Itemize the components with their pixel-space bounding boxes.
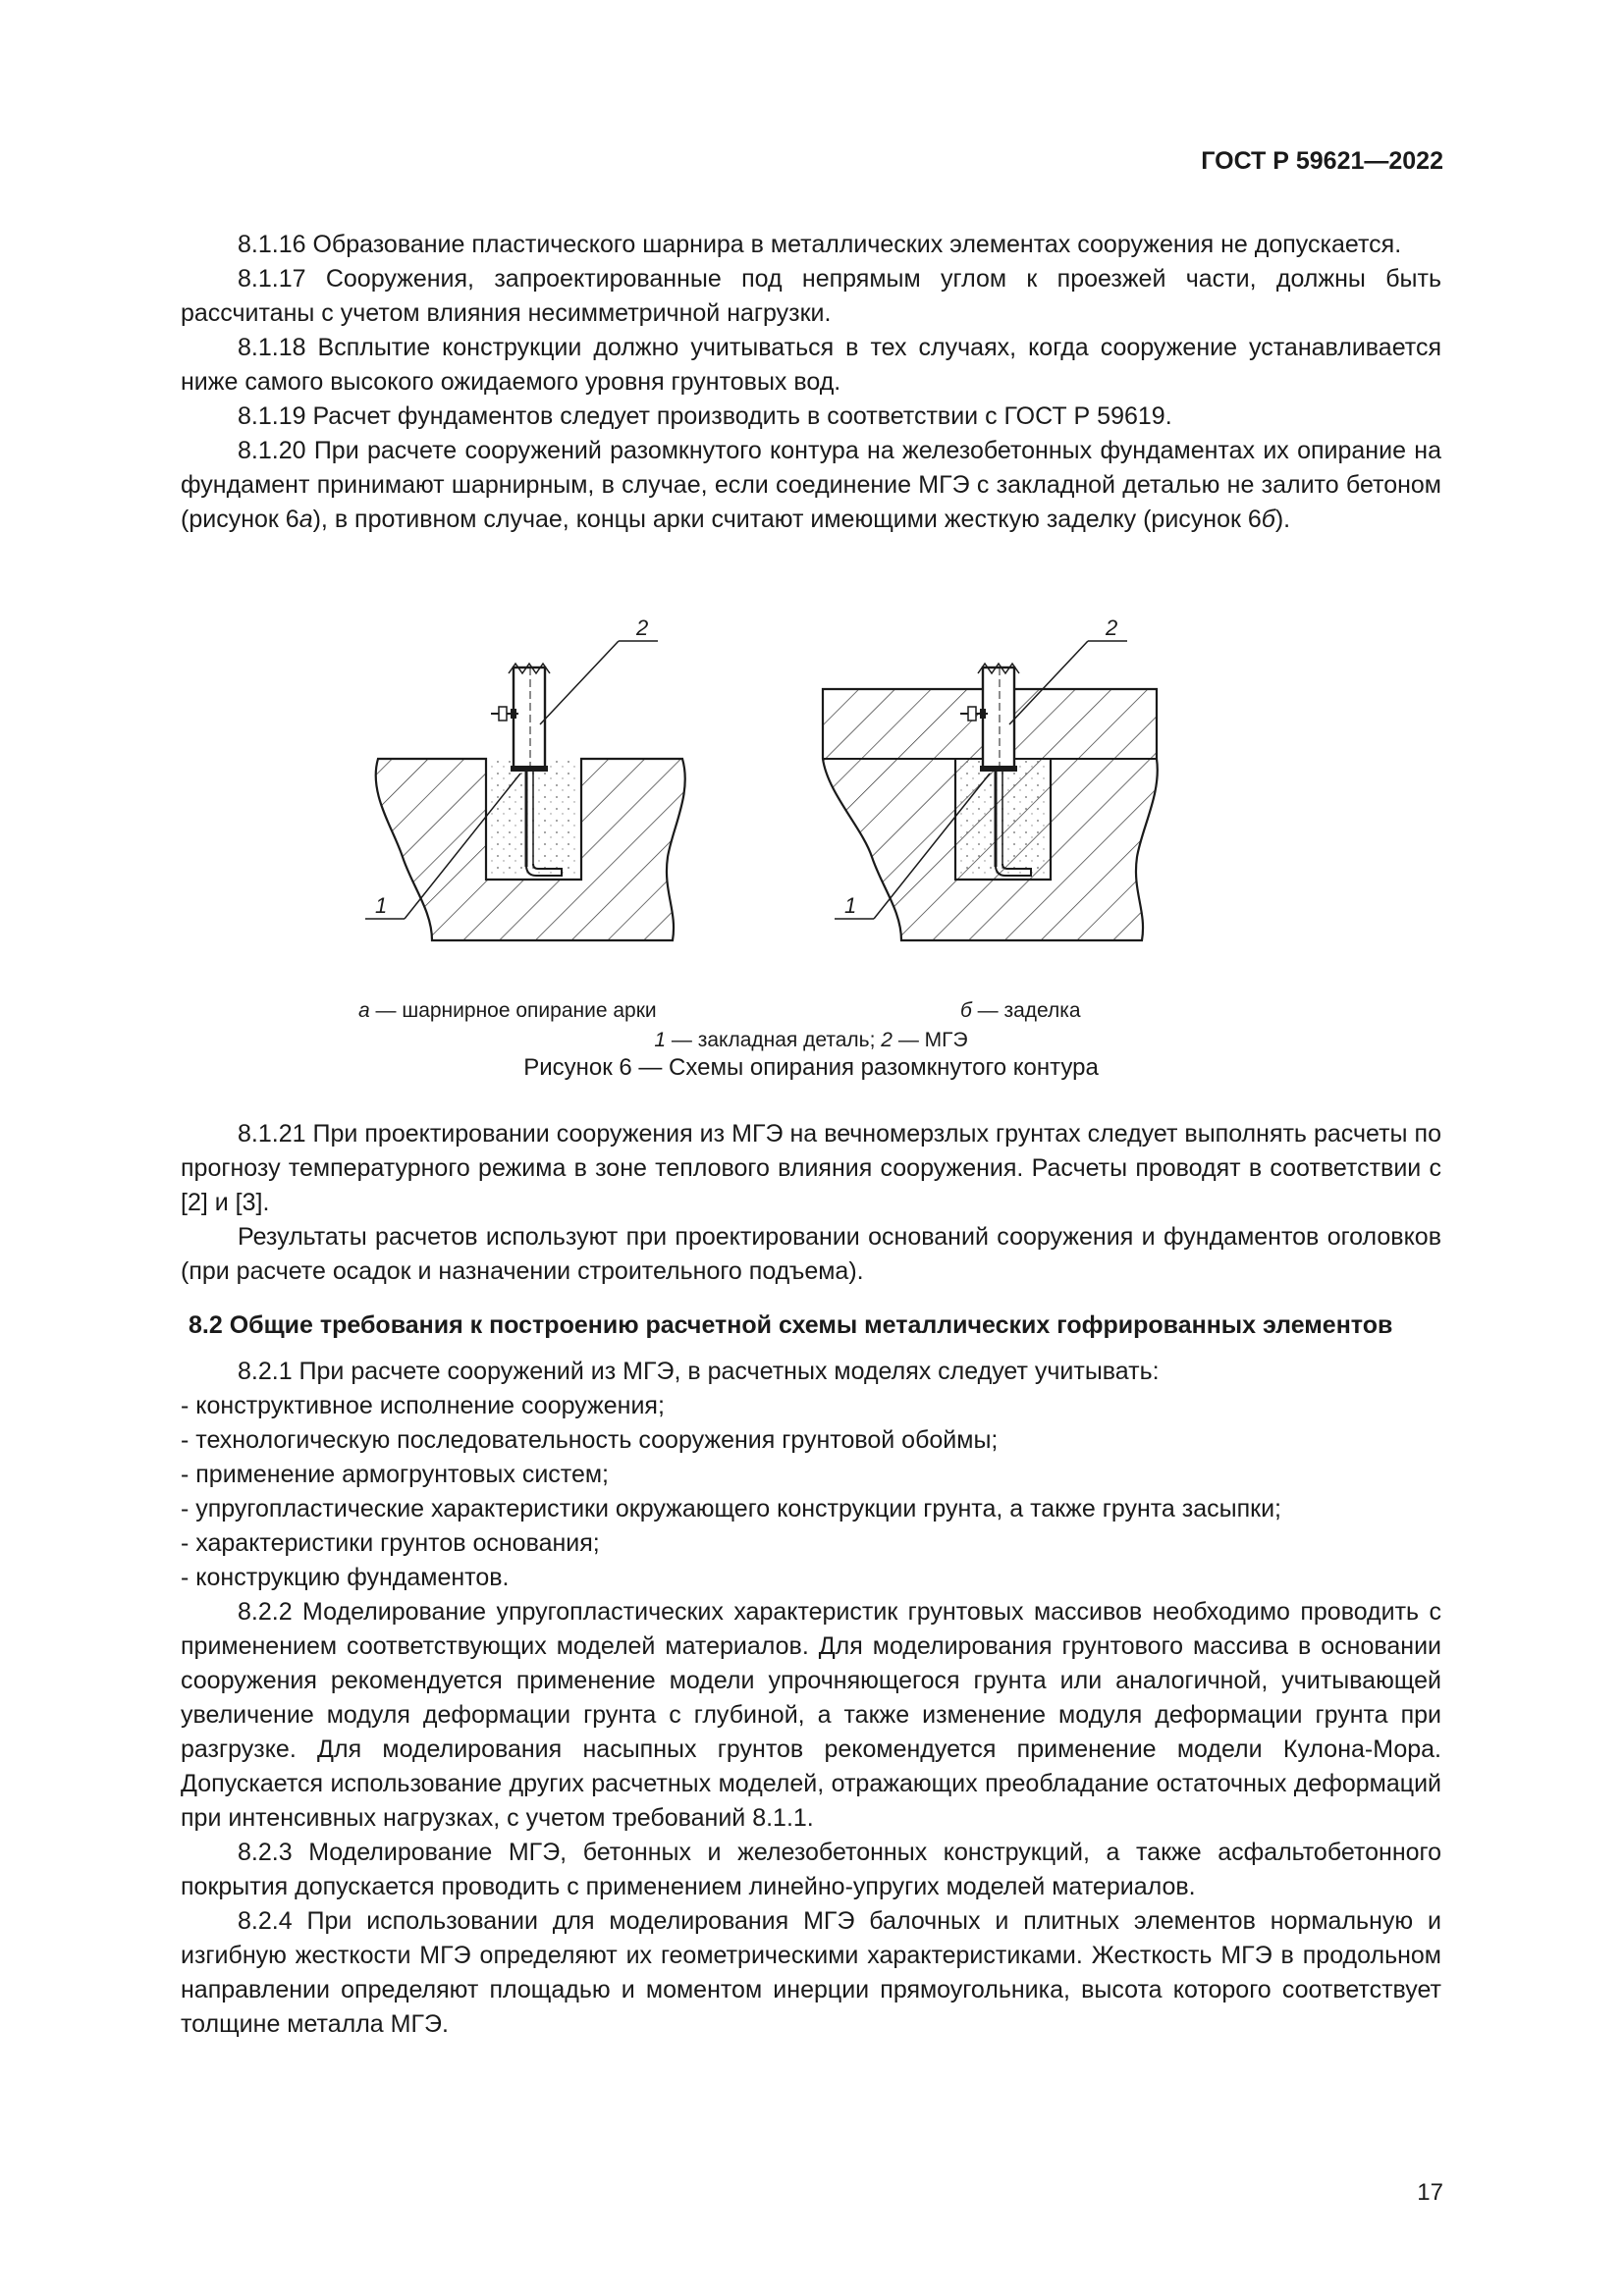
paragraph-results: Результаты расчетов используют при проектировании оснований сооружения и фундаментов оголовков (при расчете осадок и назначении строительного подъема). xyxy=(181,1223,1441,1285)
text-block-top xyxy=(181,228,1441,537)
paragraph-8-1-19: 8.1.19 Расчет фундаментов следует производить в соответствии с ГОСТ Р 59619. xyxy=(238,402,1172,430)
list-item: - конструкцию фундаментов. xyxy=(181,1564,510,1591)
figure-subcaption-a: а — шарнирное опирание арки xyxy=(358,999,657,1022)
figure-b-fixed-support xyxy=(823,616,1158,940)
list-item: - применение армогрунтовых систем; xyxy=(181,1461,609,1488)
list-item: - упругопластические характеристики окружающего конструкции грунта, а также грунта засыпки; xyxy=(181,1495,1281,1522)
figure-ref-a: а xyxy=(298,506,313,533)
figure-a-label-2: 2 xyxy=(636,616,649,640)
paragraph-8-1-16: 8.1.16 Образование пластического шарнира в металлических элементах сооружения не допускается. xyxy=(238,231,1402,258)
paragraph-8-1-21: 8.1.21 При проектировании сооружения из МГЭ на вечномерзлых грунтах следует выполнять расчеты по прогнозу температурного режима в зоне теплового влияния сооружения. Расчеты проводят в соответствии с [2] и [3]. xyxy=(181,1120,1441,1216)
paragraph-8-1-20: 8.1.20 При расчете сооружений разомкнутого контура на железобетонных фундаментах их опирание на фундамент принимают шарнирным, в случае, если соединение МГЭ с закладной деталью не залито бетоном (рисунок 6а), в противном случае, концы арки считают имеющими жесткую заделку (рисунок 6б). xyxy=(181,437,1441,533)
paragraph-8-2-2: 8.2.2 Моделирование упругопластических характеристик грунтовых массивов необходимо проводить с применением соответствующих моделей материалов. Для моделирования грунтового массива в основании сооружения рекомендуется применение модели упрочняющегося грунта или аналогичной, учитывающей увеличение модуля деформации грунта с глубиной, а также изменение модуля деформации грунта при разгрузке. Для моделирования насыпных грунтов рекомендуется применение модели Кулона-Мора. Допускается использование других расчетных моделей, отражающих преобладание остаточных деформаций при интенсивных нагрузках, с учетом требований 8.1.1. xyxy=(181,1598,1441,1832)
figure-b-label-1: 1 xyxy=(844,893,857,918)
list-item: - характеристики грунтов основания; xyxy=(181,1529,600,1557)
paragraph-8-1-18: 8.1.18 Всплытие конструкции должно учитываться в тех случаях, когда сооружение устанавливается ниже самого высокого ожидаемого уровня грунтовых вод. xyxy=(181,334,1441,396)
figure-ref-b: б xyxy=(1261,506,1275,533)
paragraph-8-2-3: 8.2.3 Моделирование МГЭ, бетонных и железобетонных конструкций, а также асфальтобетонного покрытия допускается проводить с применением линейно-упругих моделей материалов. xyxy=(181,1839,1441,1900)
figure-subcaption-b: б — заделка xyxy=(960,999,1081,1022)
figure-a-hinged-support xyxy=(365,616,685,940)
document-code: ГОСТ Р 59621—2022 xyxy=(1201,147,1443,175)
figure-title: Рисунок 6 — Схемы опирания разомкнутого контура xyxy=(523,1054,1099,1081)
figure-b-label-2: 2 xyxy=(1106,616,1118,640)
list-item: - конструктивное исполнение сооружения; xyxy=(181,1392,665,1419)
list-item: - технологическую последовательность сооружения грунтовой обоймы; xyxy=(181,1426,999,1454)
paragraph-8-1-17: 8.1.17 Сооружения, запроектированные под непрямым углом к проезжей части, должны быть рассчитаны с учетом влияния несимметричной нагрузки. xyxy=(181,265,1441,327)
section-heading-8-2: 8.2 Общие требования к построению расчетной схемы металлических гофрированных элементов xyxy=(189,1311,1393,1339)
figure-6-drawing xyxy=(353,616,1178,999)
figure-legend: 1 — закладная деталь; 2 — МГЭ xyxy=(654,1029,968,1051)
figure-a-label-1: 1 xyxy=(375,893,388,918)
paragraph-8-2-4: 8.2.4 При использовании для моделирования МГЭ балочных и плитных элементов нормальную и изгибную жесткости МГЭ определяют их геометрическими характеристиками. Жесткость МГЭ в продольном направлении определяют площадью и моментом инерции прямоугольника, высота которого соответствует толщине металла МГЭ. xyxy=(181,1907,1441,2038)
text-block-bottom xyxy=(181,1117,1441,2042)
page-number: 17 xyxy=(1417,2179,1443,2206)
paragraph-8-2-1: 8.2.1 При расчете сооружений из МГЭ, в расчетных моделях следует учитывать: xyxy=(238,1358,1160,1385)
